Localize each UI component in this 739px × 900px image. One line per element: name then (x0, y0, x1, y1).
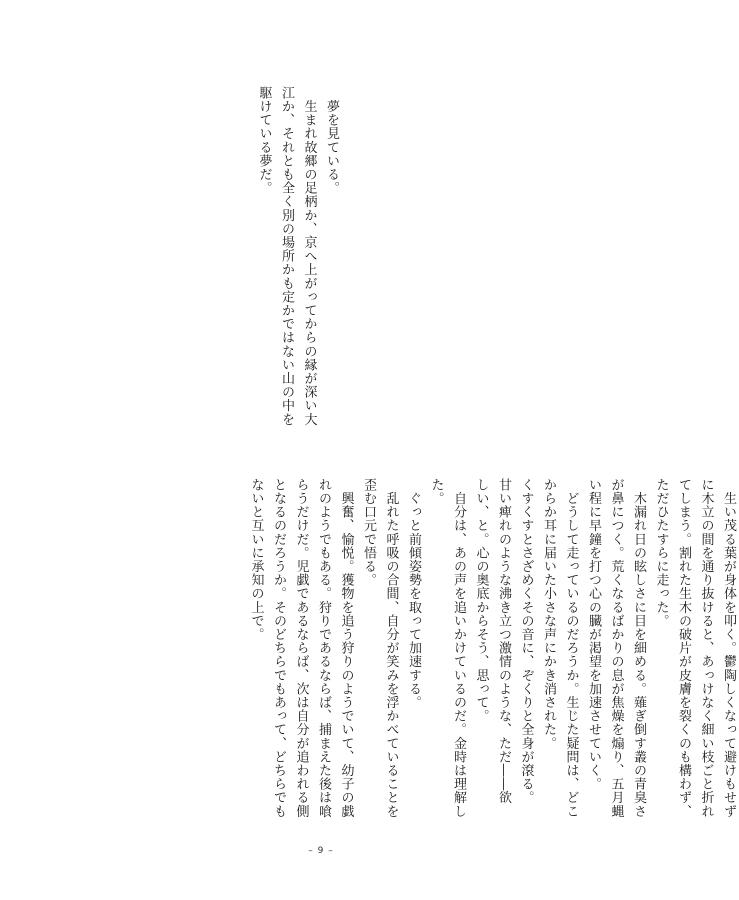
text-line: からか耳に届いた小さな声にかき消された。 (541, 478, 556, 750)
text-line: どうして走っているのだろうか。生じた疑問は、どこ (563, 478, 579, 818)
text-line: らうだけだ。児戯であるならば、次は自分が追われる側 (293, 478, 309, 818)
text-line: 興奮、愉悦。獲物を追う狩りのようでいて、幼子の戯 (338, 478, 354, 818)
text-line: ただひたすらに走った。 (653, 478, 669, 628)
text-line: 生い茂る葉が身体を叩く。鬱陶しくなって避けもせず (721, 478, 736, 818)
text-line: くすくすとさざめくその音に、ぞくりと全身が滾る。 (518, 478, 534, 805)
text-line: 甘い痺れのような沸き立つ激情のような、ただ――欲 (496, 478, 511, 805)
text-line: 生まれ故郷の足柄か、京へ上がってからの縁が深い大 (301, 86, 317, 426)
text-line: ぐっと前傾姿勢を取って加速する。 (406, 478, 421, 710)
text-line: ないと互いに承知の上で。 (248, 478, 264, 642)
text-line: 江か、それとも全く別の場所かも定かではない山の中を (279, 86, 294, 426)
page-number: – 9 – (308, 846, 334, 856)
text-line: れのようでもある。狩りであるならば、捕まえた後は喰 (316, 478, 331, 818)
text-line: 乱れた呼吸の合間、自分が笑みを浮かべていることを (383, 478, 399, 818)
text-line: しい、と。心の奥底からそう、思って。 (473, 478, 489, 723)
text-line: い程に早鐘を打つ心の臓が渇望を加速させていく。 (586, 478, 601, 791)
text-line: 木漏れ日の眩しさに目を細める。薙ぎ倒す叢の青臭さ (631, 478, 646, 818)
text-line: となるのだろうか。そのどちらでもあって、どちらでも (271, 478, 286, 818)
lower-text-block (244, 478, 739, 828)
text-line: に木立の間を通り抜けると、あっけなく細い枝ごと折れ (698, 478, 714, 818)
text-line: 夢を見ている。 (324, 86, 339, 195)
text-line: てしまう。割れた生木の破片が皮膚を裂くのも構わず、 (676, 478, 691, 818)
text-line: 歪む口元で悟る。 (361, 478, 376, 587)
text-line: が鼻につく。荒くなるばかりの息が焦燥を煽り、五月蝿 (608, 478, 624, 818)
text-line: 自分は、あの声を追いかけているのだ。金時は理解し (451, 478, 466, 818)
text-line: た。 (428, 478, 444, 506)
upper-text-block (252, 86, 342, 446)
text-line: 駆けている夢だ。 (256, 86, 272, 195)
